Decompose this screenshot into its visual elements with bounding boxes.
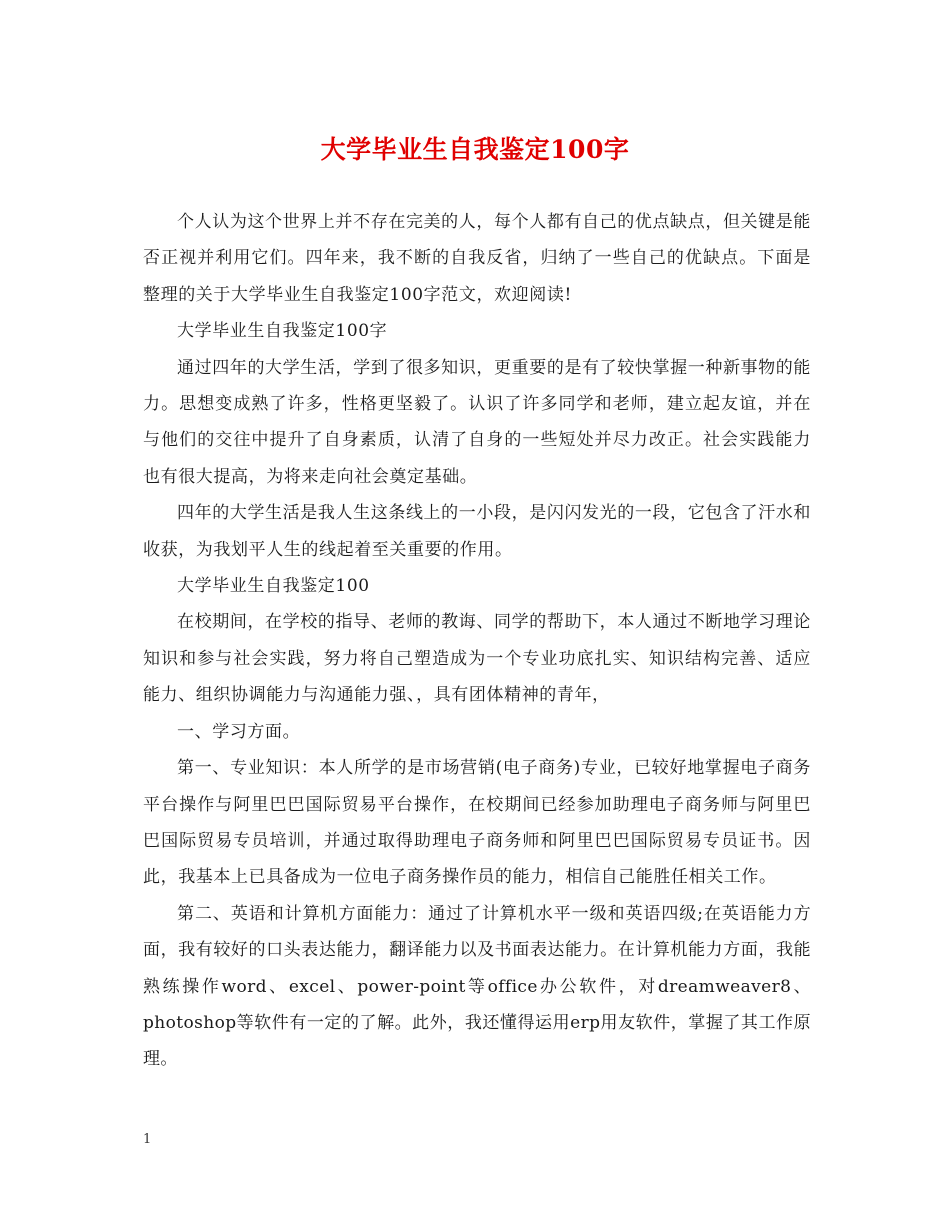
body-paragraph: 四年的大学生活是我人生这条线上的一小段，是闪闪发光的一段，它包含了汗水和收获，为我划平人生的线起着至关重要的作用。 bbox=[143, 503, 811, 560]
body-paragraph: 在校期间，在学校的指导、老师的教诲、同学的帮助下，本人通过不断地学习理论知识和参与社会实践，努力将自己塑造成为一个专业功底扎实、知识结构完善、适应能力、组织协调能力与沟通能力强、，具有团体精神的青年， bbox=[143, 612, 811, 706]
page-number: 1 bbox=[143, 1132, 152, 1147]
document-body bbox=[143, 204, 811, 1078]
body-paragraph: 通过四年的大学生活，学到了很多知识，更重要的是有了较快掌握一种新事物的能力。思想变成熟了许多，性格更坚毅了。认识了许多同学和老师，建立起友谊，并在与他们的交往中提升了自身素质，认清了自身的一些短处并尽力改正。社会实践能力也有很大提高，为将来走向社会奠定基础。 bbox=[143, 357, 811, 487]
document-title: 大学毕业生自我鉴定100字 bbox=[320, 135, 630, 164]
intro-paragraph: 个人认为这个世界上并不存在完美的人，每个人都有自己的优点缺点，但关键是能否正视并利用它们。四年来，我不断的自我反省，归纳了一些自己的优缺点。下面是整理的关于大学毕业生自我鉴定100字范文，欢迎阅读! bbox=[143, 212, 811, 305]
body-paragraph: 第二、英语和计算机方面能力：通过了计算机水平一级和英语四级;在英语能力方面，我有较好的口头表达能力，翻译能力以及书面表达能力。在计算机能力方面，我能熟练操作word、excel、power-point等office办公软件，对dreamweaver8、photoshop等软件有一定的了解。此外，我还懂得运用erp用友软件，掌握了其工作原理。 bbox=[143, 903, 811, 1070]
section-heading: 大学毕业生自我鉴定100 bbox=[177, 576, 370, 597]
body-paragraph: 第一、专业知识：本人所学的是市场营销(电子商务)专业，已较好地掌握电子商务平台操作与阿里巴巴国际贸易平台操作，在校期间已经参加助理电子商务师与阿里巴巴国际贸易专员培训，并通过取得助理电子商务师和阿里巴巴国际贸易专员证书。因此，我基本上已具备成为一位电子商务操作员的能力，相信自己能胜任相关工作。 bbox=[143, 758, 811, 888]
section-heading: 一、学习方面。 bbox=[177, 721, 301, 742]
section-heading: 大学毕业生自我鉴定100字 bbox=[177, 321, 388, 342]
